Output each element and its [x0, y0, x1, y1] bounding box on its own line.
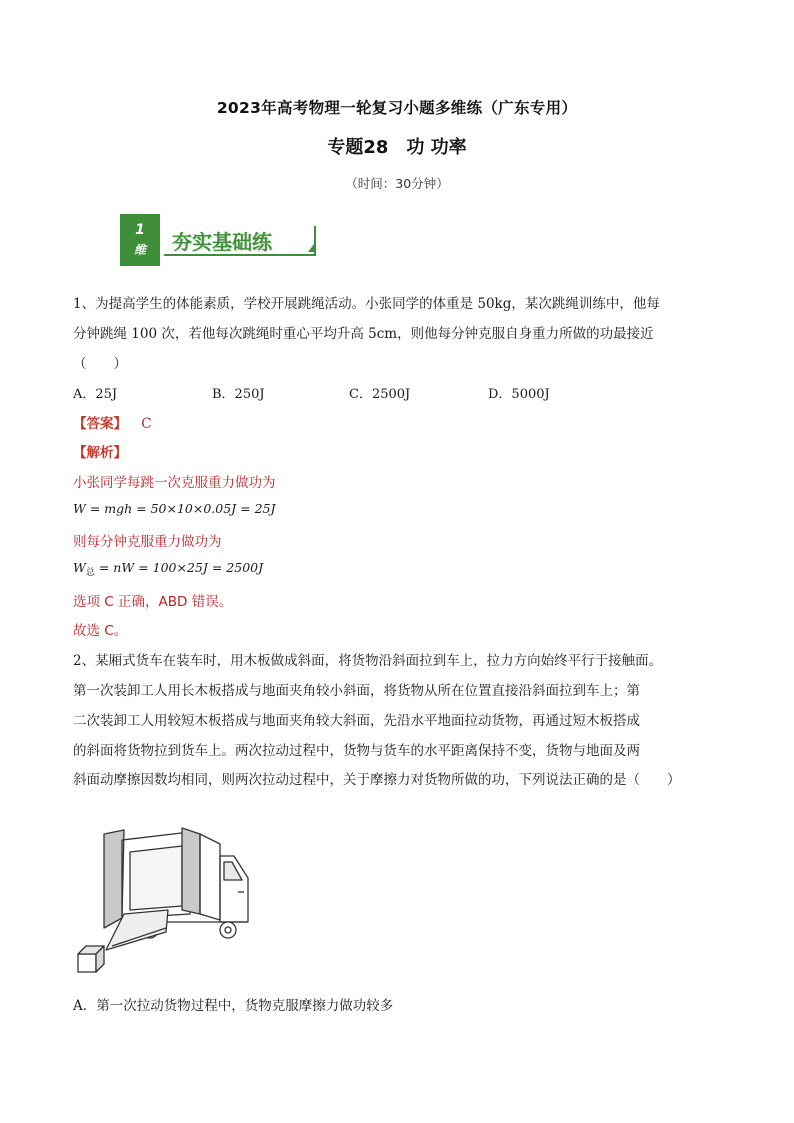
q1-analysis-line-2: 则每分钟克服重力做功为	[73, 534, 222, 550]
q1-answer-row	[73, 412, 152, 432]
q1-equation-1: W = mgh = 50×10×0.05J = 25J	[73, 501, 276, 516]
banner-label: 夯实基础练	[172, 230, 272, 254]
time-limit: （时间：30分钟）	[345, 176, 449, 191]
truck-ramp-figure	[72, 822, 262, 982]
document-title: 2023年高考物理一轮复习小题多维练（广东专用）	[216, 99, 578, 117]
banner-corner-mark	[308, 244, 314, 252]
q2-stem-line-3: 二次装卸工人用较短木板搭成与地面夹角较大斜面，先沿水平地面拉动货物，再通过短木板搭成	[73, 713, 640, 729]
q2-stem-line-2: 第一次装卸工人用长木板搭成与地面夹角较小斜面，将货物从所在位置直接沿斜面拉到车上；第	[73, 683, 640, 699]
q1-option-c: C．2500J	[349, 387, 411, 402]
eq2-subscript: 总	[85, 568, 95, 578]
q2-stem-line-4: 的斜面将货物拉到货车上。两次拉动过程中，货物与货车的水平距离保持不变，货物与地面及两	[73, 743, 640, 759]
q1-analysis-row	[73, 441, 127, 461]
eq2-rhs: = nW = 100×25J = 2500J	[94, 560, 264, 575]
section-banner	[120, 214, 320, 266]
q1-stem-line-1: 1、为提高学生的体能素质，学校开展跳绳活动。小张同学的体重是 50kg，某次跳绳训练中，他每	[73, 296, 660, 312]
q1-option-b: B．250J	[212, 387, 265, 402]
topic-title: 专题28 功 功率	[327, 137, 467, 158]
banner-dimension: 维	[133, 243, 146, 257]
analysis-tag: 【解析】	[73, 445, 127, 461]
q1-analysis-line-4: 故选 C。	[73, 623, 128, 639]
eq2-lhs: W	[73, 560, 86, 575]
answer-value: C	[141, 416, 152, 432]
q2-stem-line-1: 2、某厢式货车在装车时，用木板做成斜面，将货物沿斜面拉到车上，拉力方向始终平行于接触面。	[73, 653, 663, 669]
q1-analysis-line-1: 小张同学每跳一次克服重力做功为	[73, 475, 276, 491]
q1-option-a: A．25J	[73, 387, 118, 402]
q1-stem-line-2: 分钟跳绳 100 次，若他每次跳绳时重心平均升高 5cm，则他每分钟克服自身重力所做的功最接近	[73, 326, 654, 342]
answer-tag: 【答案】	[73, 416, 127, 432]
q1-analysis-line-3: 选项 C 正确，ABD 错误。	[73, 594, 233, 610]
banner-number: 1	[135, 222, 145, 238]
banner-body	[164, 226, 316, 256]
banner-badge	[120, 214, 160, 266]
q1-stem-line-3: （ ）	[73, 356, 127, 372]
q1-option-d: D．5000J	[488, 387, 550, 402]
q1-equation-2	[73, 560, 263, 578]
q2-stem-line-5: 斜面动摩擦因数均相同，则两次拉动过程中，关于摩擦力对货物所做的功，下列说法正确的是（ ）	[73, 772, 681, 788]
q2-option-a: A．第一次拉动货物过程中，货物克服摩擦力做功较多	[73, 998, 394, 1014]
